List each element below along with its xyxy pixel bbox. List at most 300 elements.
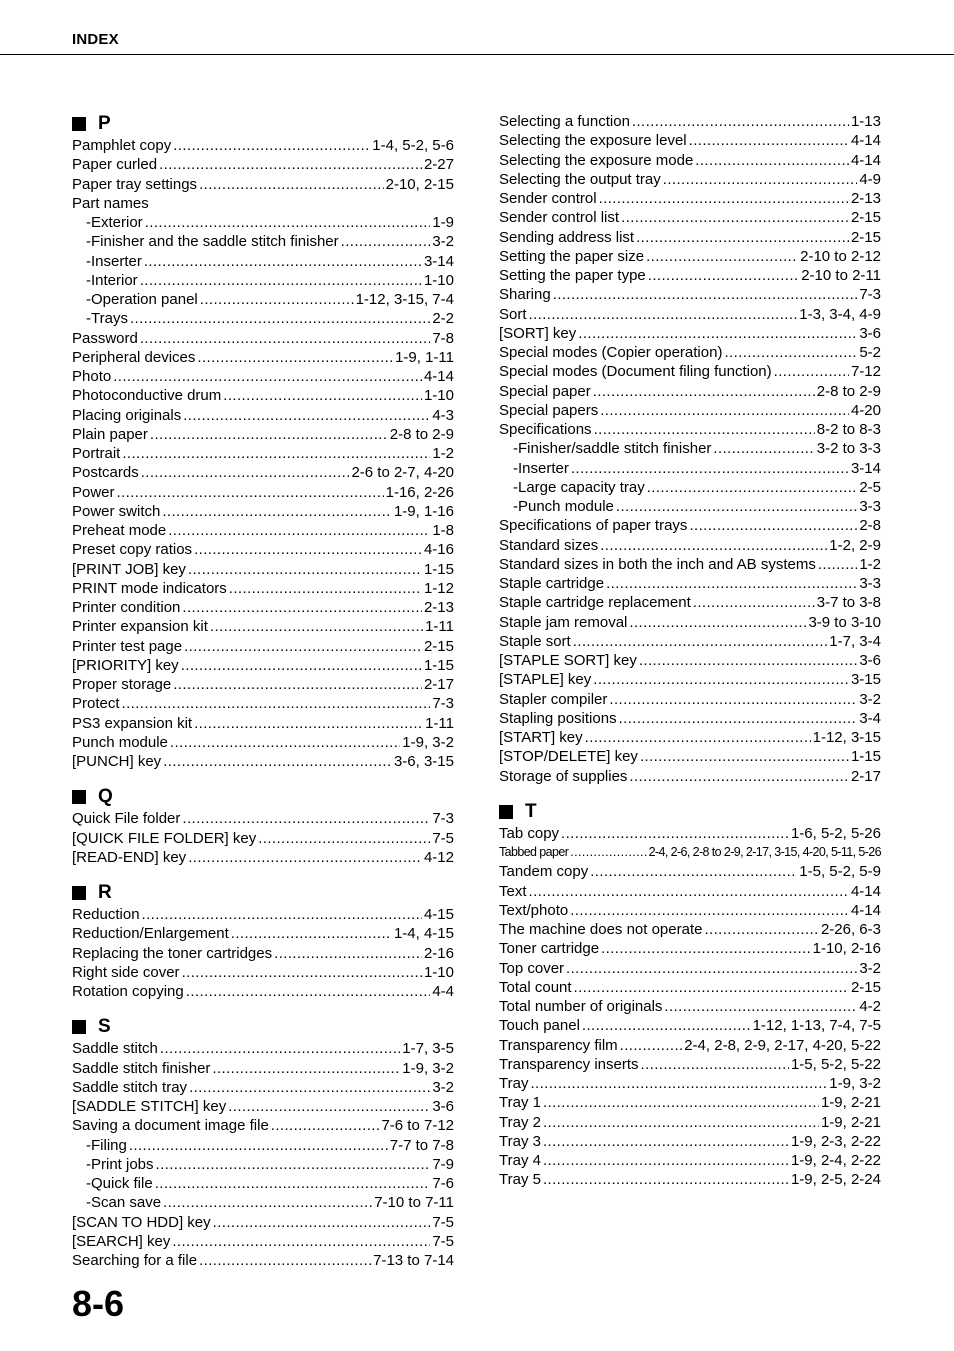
entry-term: [SADDLE STITCH] key xyxy=(72,1098,227,1115)
entry-term: Sender control list xyxy=(499,209,620,227)
entry-pages: 5-2 xyxy=(859,344,881,361)
entry-term: -Interior xyxy=(86,271,138,289)
entry-term: Selecting the exposure level xyxy=(499,132,687,150)
entry-pages: 1-9, 2-21 xyxy=(820,1094,881,1112)
entry-pages: 2-27 xyxy=(423,156,454,174)
dot-leader xyxy=(170,733,400,752)
index-entry xyxy=(499,824,881,843)
index-section-t xyxy=(499,800,881,1190)
dot-leader xyxy=(646,247,798,266)
dot-leader xyxy=(271,1116,380,1135)
dot-leader xyxy=(695,151,849,170)
index-section-q xyxy=(72,785,454,867)
entry-pages: 2-4, 2-8, 2-9, 2-17, 4-20, 5-22 xyxy=(684,1036,881,1054)
section-letter: R xyxy=(98,882,112,903)
entry-term: Staple cartridge replacement xyxy=(499,594,691,612)
entry-term: Tabbed paper xyxy=(499,845,569,859)
index-entry xyxy=(499,690,881,709)
index-entry xyxy=(499,324,881,343)
dot-leader xyxy=(194,714,423,733)
entry-term: Preheat mode xyxy=(72,522,167,539)
dot-leader xyxy=(704,920,818,939)
dot-leader xyxy=(574,978,849,997)
entry-term: Reduction xyxy=(72,906,140,923)
entry-pages: 3-2 to 3-3 xyxy=(816,440,881,458)
entry-pages: 7-6 to 7-12 xyxy=(381,1117,454,1135)
index-entry xyxy=(72,386,454,405)
entry-pages: 2-13 xyxy=(423,599,454,616)
index-entry xyxy=(72,463,454,482)
entry-term: Touch panel xyxy=(499,1017,580,1035)
index-entry xyxy=(72,1213,454,1232)
dot-leader xyxy=(599,189,849,208)
dot-leader xyxy=(648,266,799,285)
entry-pages: 4-2 xyxy=(859,998,881,1015)
index-subentry xyxy=(72,1174,454,1193)
entry-pages: 1-4, 5-2, 5-6 xyxy=(372,137,454,154)
entry-pages: 1-8 xyxy=(432,522,454,539)
dot-leader xyxy=(593,670,849,689)
dot-leader xyxy=(593,382,815,401)
entry-pages: 2-10, 2-15 xyxy=(385,175,454,193)
entry-pages: 1-9 xyxy=(432,214,454,231)
index-entry xyxy=(72,963,454,982)
entry-term: Saddle stitch finisher xyxy=(72,1059,211,1077)
entry-pages: 3-9 to 3-10 xyxy=(808,613,881,631)
entry-pages: 1-6, 5-2, 5-26 xyxy=(790,824,881,842)
index-entry xyxy=(72,598,454,617)
entry-term: Staple jam removal xyxy=(499,613,628,631)
entry-pages: 7-10 to 7-11 xyxy=(374,1194,454,1212)
entry-term: Placing originals xyxy=(72,406,182,424)
dot-leader xyxy=(140,271,422,290)
entry-pages: 7-7 to 7-8 xyxy=(389,1136,454,1154)
index-entry xyxy=(499,1055,881,1074)
index-entry xyxy=(499,1074,881,1093)
entry-pages: 1-10 xyxy=(423,387,454,405)
entry-term: Transparency inserts xyxy=(499,1055,639,1073)
dot-leader xyxy=(570,901,849,920)
index-entry xyxy=(72,733,454,752)
index-entry xyxy=(499,266,881,285)
dot-leader xyxy=(689,516,857,535)
entry-term: Standard sizes in both the inch and AB systems xyxy=(499,555,816,573)
index-section-p xyxy=(72,112,454,771)
index-entry xyxy=(72,617,454,636)
dot-leader xyxy=(606,574,857,593)
index-entry xyxy=(499,709,881,728)
dot-leader xyxy=(173,675,422,694)
entry-term: Quick File folder xyxy=(72,810,181,828)
dot-leader xyxy=(162,502,392,521)
dot-leader xyxy=(212,1059,400,1078)
entry-pages: 1-3, 3-4, 4-9 xyxy=(799,305,881,323)
index-section-continued xyxy=(499,112,881,786)
entry-term: Top cover xyxy=(499,959,565,977)
entry-term: -Filing xyxy=(86,1136,127,1154)
entry-term: -Punch module xyxy=(513,498,614,515)
index-subentry xyxy=(72,1136,454,1155)
entry-term: Total count xyxy=(499,978,572,996)
entry-pages: 3-6, 3-15 xyxy=(393,753,454,770)
index-entry xyxy=(499,1132,881,1151)
dot-leader xyxy=(616,497,857,516)
entry-pages: 2-17 xyxy=(423,676,454,693)
entry-term: Stapler compiler xyxy=(499,690,608,708)
entry-pages: 7-3 xyxy=(432,695,454,713)
dot-leader xyxy=(621,208,849,227)
entry-pages: 1-9, 2-4, 2-22 xyxy=(790,1152,881,1169)
entry-pages: 3-2 xyxy=(859,690,881,708)
entry-term: [PUNCH] key xyxy=(72,753,162,770)
index-entry xyxy=(499,247,881,266)
entry-term: -Trays xyxy=(86,310,128,328)
index-entry xyxy=(72,367,454,386)
entry-pages: 2-8 to 2-9 xyxy=(816,382,881,400)
entry-pages: 7-13 to 7-14 xyxy=(373,1252,454,1269)
index-entry xyxy=(72,1116,454,1135)
index-subentry xyxy=(72,213,454,232)
entry-term: Special papers xyxy=(499,401,599,419)
dot-leader xyxy=(636,228,849,247)
dot-leader xyxy=(142,905,422,924)
entry-pages: 1-9, 1-11 xyxy=(395,348,454,366)
entry-term: [STOP/DELETE] key xyxy=(499,748,638,766)
entry-term: Saddle stitch tray xyxy=(72,1078,188,1096)
index-entry xyxy=(499,939,881,958)
index-entry xyxy=(499,862,881,881)
entry-term: Paper curled xyxy=(72,156,158,174)
entry-pages: 1-12, 3-15 xyxy=(812,729,881,746)
index-entry xyxy=(499,574,881,593)
entry-pages: 1-2 xyxy=(859,555,881,573)
entry-term: -Finisher and the saddle stitch finisher xyxy=(86,233,339,251)
index-entry xyxy=(72,809,454,828)
index-entry xyxy=(499,920,881,939)
entry-pages: 3-2 xyxy=(432,233,454,251)
entry-term: Special modes (Copier operation) xyxy=(499,344,723,361)
dot-leader xyxy=(601,939,811,958)
entry-term: Selecting a function xyxy=(499,113,630,130)
dot-leader xyxy=(229,579,422,598)
entry-term: [PRINT JOB] key xyxy=(72,560,186,578)
entry-pages: 1-9, 3-2 xyxy=(402,1059,454,1077)
entry-pages: 1-7, 3-4 xyxy=(829,632,881,650)
entry-pages: 2-15 xyxy=(850,209,881,227)
index-subentry xyxy=(499,478,881,497)
entry-term: Saving a document image file xyxy=(72,1117,269,1135)
entry-pages: 1-12, 1-13, 7-4, 7-5 xyxy=(752,1017,881,1035)
dot-leader xyxy=(571,459,849,478)
dot-leader xyxy=(566,959,857,978)
dot-leader xyxy=(150,425,388,444)
index-subentry xyxy=(72,290,454,309)
dot-leader xyxy=(228,1097,430,1116)
dot-leader xyxy=(258,829,430,848)
entry-term: Sharing xyxy=(499,286,551,304)
index-entry xyxy=(499,997,881,1016)
index-section-r xyxy=(72,881,454,1001)
entry-term: Proper storage xyxy=(72,676,172,693)
entry-term: Tray xyxy=(499,1075,529,1092)
entry-pages: 7-3 xyxy=(859,286,881,304)
index-entry xyxy=(499,112,881,131)
index-entry xyxy=(499,382,881,401)
entry-pages: 4-4 xyxy=(432,983,454,1000)
entry-pages: 1-5, 5-2, 5-22 xyxy=(790,1055,881,1073)
entry-term: Photo xyxy=(72,368,112,385)
dot-leader xyxy=(144,252,422,271)
entry-pages: 2-6 to 2-7, 4-20 xyxy=(351,464,454,482)
dot-leader xyxy=(156,1155,431,1174)
index-entry xyxy=(72,1232,454,1251)
dot-leader xyxy=(231,924,392,943)
entry-pages: 7-5 xyxy=(432,829,454,847)
index-entry xyxy=(499,401,881,420)
dot-leader xyxy=(570,843,646,862)
dot-leader xyxy=(163,1193,372,1212)
index-entry xyxy=(499,343,881,362)
index-entry xyxy=(72,406,454,425)
index-entry xyxy=(72,694,454,713)
dot-leader xyxy=(188,848,422,867)
index-column-left xyxy=(72,112,454,1284)
section-heading xyxy=(72,785,454,809)
entry-term: -Inserter xyxy=(513,459,569,477)
entry-pages: 1-11 xyxy=(425,618,454,636)
dot-leader xyxy=(620,1036,683,1055)
dot-leader xyxy=(163,752,392,771)
index-entry xyxy=(499,959,881,978)
entry-pages: 2-13 xyxy=(850,190,881,207)
section-letter: Q xyxy=(98,786,113,808)
index-column-right xyxy=(499,112,881,1204)
dot-leader xyxy=(590,862,797,881)
dot-leader xyxy=(543,1113,819,1132)
index-entry xyxy=(499,285,881,304)
index-section-s xyxy=(72,1015,454,1270)
entry-term: Photoconductive drum xyxy=(72,387,222,405)
entry-pages: 4-14 xyxy=(850,901,881,919)
entry-pages: 1-15 xyxy=(850,748,881,766)
entry-term: Text/photo xyxy=(499,901,569,919)
entry-pages: 1-9, 3-2 xyxy=(402,733,454,751)
dot-leader xyxy=(199,175,384,194)
entry-term: [SORT] key xyxy=(499,324,577,342)
entry-term: Staple sort xyxy=(499,632,571,650)
index-entry xyxy=(499,978,881,997)
entry-pages: 1-10 xyxy=(423,963,454,981)
index-entry xyxy=(72,1251,454,1270)
section-heading xyxy=(72,112,454,136)
page-number: 8-6 xyxy=(72,1283,125,1324)
entry-pages: 2-26, 6-3 xyxy=(820,921,881,938)
page-header-title: INDEX xyxy=(72,31,119,48)
index-entry xyxy=(72,444,454,463)
entry-pages: 1-13 xyxy=(850,113,881,130)
dot-leader xyxy=(168,521,430,540)
entry-pages: 1-11 xyxy=(425,714,454,732)
dot-leader xyxy=(713,439,814,458)
index-subentry xyxy=(499,497,881,516)
entry-pages: 1-9, 3-2 xyxy=(829,1075,881,1092)
entry-term: Portrait xyxy=(72,445,121,462)
index-entry xyxy=(499,670,881,689)
entry-term: Selecting the exposure mode xyxy=(499,151,694,169)
index-entry xyxy=(499,189,881,208)
entry-pages: 2-17 xyxy=(850,767,881,785)
dot-leader xyxy=(122,444,430,463)
entry-pages: 1-9, 2-21 xyxy=(820,1113,881,1131)
entry-pages: 1-2 xyxy=(432,445,454,462)
entry-pages: 4-14 xyxy=(850,882,881,900)
index-entry xyxy=(72,136,454,155)
dot-leader xyxy=(553,285,858,304)
dot-leader xyxy=(561,824,789,843)
entry-term: Special paper xyxy=(499,382,591,400)
dot-leader xyxy=(639,651,857,670)
entry-pages: 4-14 xyxy=(423,368,454,385)
entry-term: -Exterior xyxy=(86,214,143,231)
entry-pages: 4-15 xyxy=(423,906,454,923)
index-entry xyxy=(72,175,454,194)
dot-leader xyxy=(145,213,431,232)
index-entry xyxy=(72,1097,454,1116)
entry-pages: 3-2 xyxy=(432,1078,454,1096)
entry-term: [QUICK FILE FOLDER] key xyxy=(72,829,257,847)
dot-leader xyxy=(200,290,354,309)
dot-leader xyxy=(529,305,798,324)
entry-term: -Inserter xyxy=(86,252,142,270)
dot-leader xyxy=(194,540,422,559)
entry-term: Total number of originals xyxy=(499,998,663,1015)
entry-pages: 3-6 xyxy=(432,1098,454,1115)
entry-term: Postcards xyxy=(72,464,139,482)
dot-leader xyxy=(543,1093,819,1112)
entry-pages: 3-7 to 3-8 xyxy=(816,594,881,612)
dot-leader xyxy=(117,483,384,502)
entry-pages: 2-2 xyxy=(432,310,454,328)
dot-leader xyxy=(818,555,857,574)
section-letter: S xyxy=(98,1016,111,1038)
square-bullet-icon xyxy=(72,886,86,900)
entry-pages: 1-12, 3-15, 7-4 xyxy=(355,291,454,308)
index-subentry xyxy=(72,1155,454,1174)
dot-leader xyxy=(582,1016,751,1035)
dot-leader xyxy=(141,463,350,482)
entry-pages: 2-15 xyxy=(850,228,881,246)
entry-term: -Scan save xyxy=(86,1194,162,1212)
index-entry xyxy=(72,483,454,502)
dot-leader xyxy=(629,767,849,786)
index-entry xyxy=(499,170,881,189)
entry-term: -Print jobs xyxy=(86,1155,154,1173)
entry-term: Searching for a file xyxy=(72,1252,198,1269)
entry-term: Staple cartridge xyxy=(499,575,605,592)
dot-leader xyxy=(543,1132,789,1151)
dot-leader xyxy=(199,1251,371,1270)
index-entry xyxy=(499,420,881,439)
section-heading xyxy=(72,1015,454,1039)
index-entry xyxy=(499,651,881,670)
entry-term: Sender control xyxy=(499,190,597,207)
entry-pages: 3-6 xyxy=(859,324,881,342)
dot-leader xyxy=(647,478,858,497)
index-entry xyxy=(72,982,454,1001)
entry-term: Sending address list xyxy=(499,228,635,246)
index-subentry xyxy=(72,309,454,328)
entry-pages: 1-9, 1-16 xyxy=(393,502,454,520)
index-entry xyxy=(499,362,881,381)
entry-pages: 1-16, 2-26 xyxy=(385,483,454,501)
entry-term: Printer test page xyxy=(72,637,183,655)
entry-pages: 1-4, 4-15 xyxy=(393,925,454,943)
index-entry xyxy=(499,1151,881,1170)
entry-term: [SEARCH] key xyxy=(72,1232,171,1250)
dot-leader xyxy=(140,329,430,348)
entry-term: PRINT mode indicators xyxy=(72,579,227,597)
dot-leader xyxy=(689,131,849,150)
index-entry xyxy=(499,613,881,632)
entry-pages: 2-5 xyxy=(859,478,881,496)
dot-leader xyxy=(600,536,827,555)
entry-pages: 4-20 xyxy=(850,401,881,419)
entry-pages: 3-15 xyxy=(850,671,881,689)
index-entry xyxy=(499,305,881,324)
square-bullet-icon xyxy=(499,805,513,819)
index-entry xyxy=(72,752,454,771)
entry-term: Power switch xyxy=(72,502,161,520)
entry-pages: 3-6 xyxy=(859,652,881,669)
dot-leader xyxy=(594,420,815,439)
entry-pages: 7-9 xyxy=(432,1155,454,1173)
entry-pages: 2-15 xyxy=(850,978,881,996)
entry-term: Printer expansion kit xyxy=(72,618,208,636)
entry-pages: 2-10 to 2-12 xyxy=(800,247,881,265)
entry-term: Tray 4 xyxy=(499,1152,541,1169)
entry-term: Storage of supplies xyxy=(499,767,628,785)
entry-pages: 2-10 to 2-11 xyxy=(801,267,881,284)
entry-term: Transparency film xyxy=(499,1036,618,1054)
entry-term: Text xyxy=(499,882,527,900)
index-entry xyxy=(499,151,881,170)
entry-term: Right side cover xyxy=(72,963,180,981)
entry-term: Preset copy ratios xyxy=(72,541,193,559)
entry-term: Setting the paper size xyxy=(499,247,645,265)
entry-pages: 1-12 xyxy=(423,579,454,597)
index-subentry xyxy=(499,439,881,458)
entry-term: [STAPLE] key xyxy=(499,671,592,689)
index-entry xyxy=(72,1039,454,1058)
square-bullet-icon xyxy=(72,1020,86,1034)
index-entry xyxy=(499,1170,881,1189)
entry-term: Stapling positions xyxy=(499,709,617,727)
dot-leader xyxy=(641,1055,789,1074)
dot-leader xyxy=(724,343,857,362)
dot-leader xyxy=(182,809,430,828)
dot-leader xyxy=(183,406,430,425)
entry-term: Selecting the output tray xyxy=(499,170,661,188)
dot-leader xyxy=(600,401,849,420)
dot-leader xyxy=(213,1213,431,1232)
entry-pages: 1-9, 2-5, 2-24 xyxy=(790,1171,881,1189)
index-entry xyxy=(72,637,454,656)
index-entry xyxy=(499,593,881,612)
dot-leader xyxy=(573,632,828,651)
index-entry xyxy=(72,675,454,694)
dot-leader xyxy=(529,882,849,901)
dot-leader xyxy=(130,309,430,328)
